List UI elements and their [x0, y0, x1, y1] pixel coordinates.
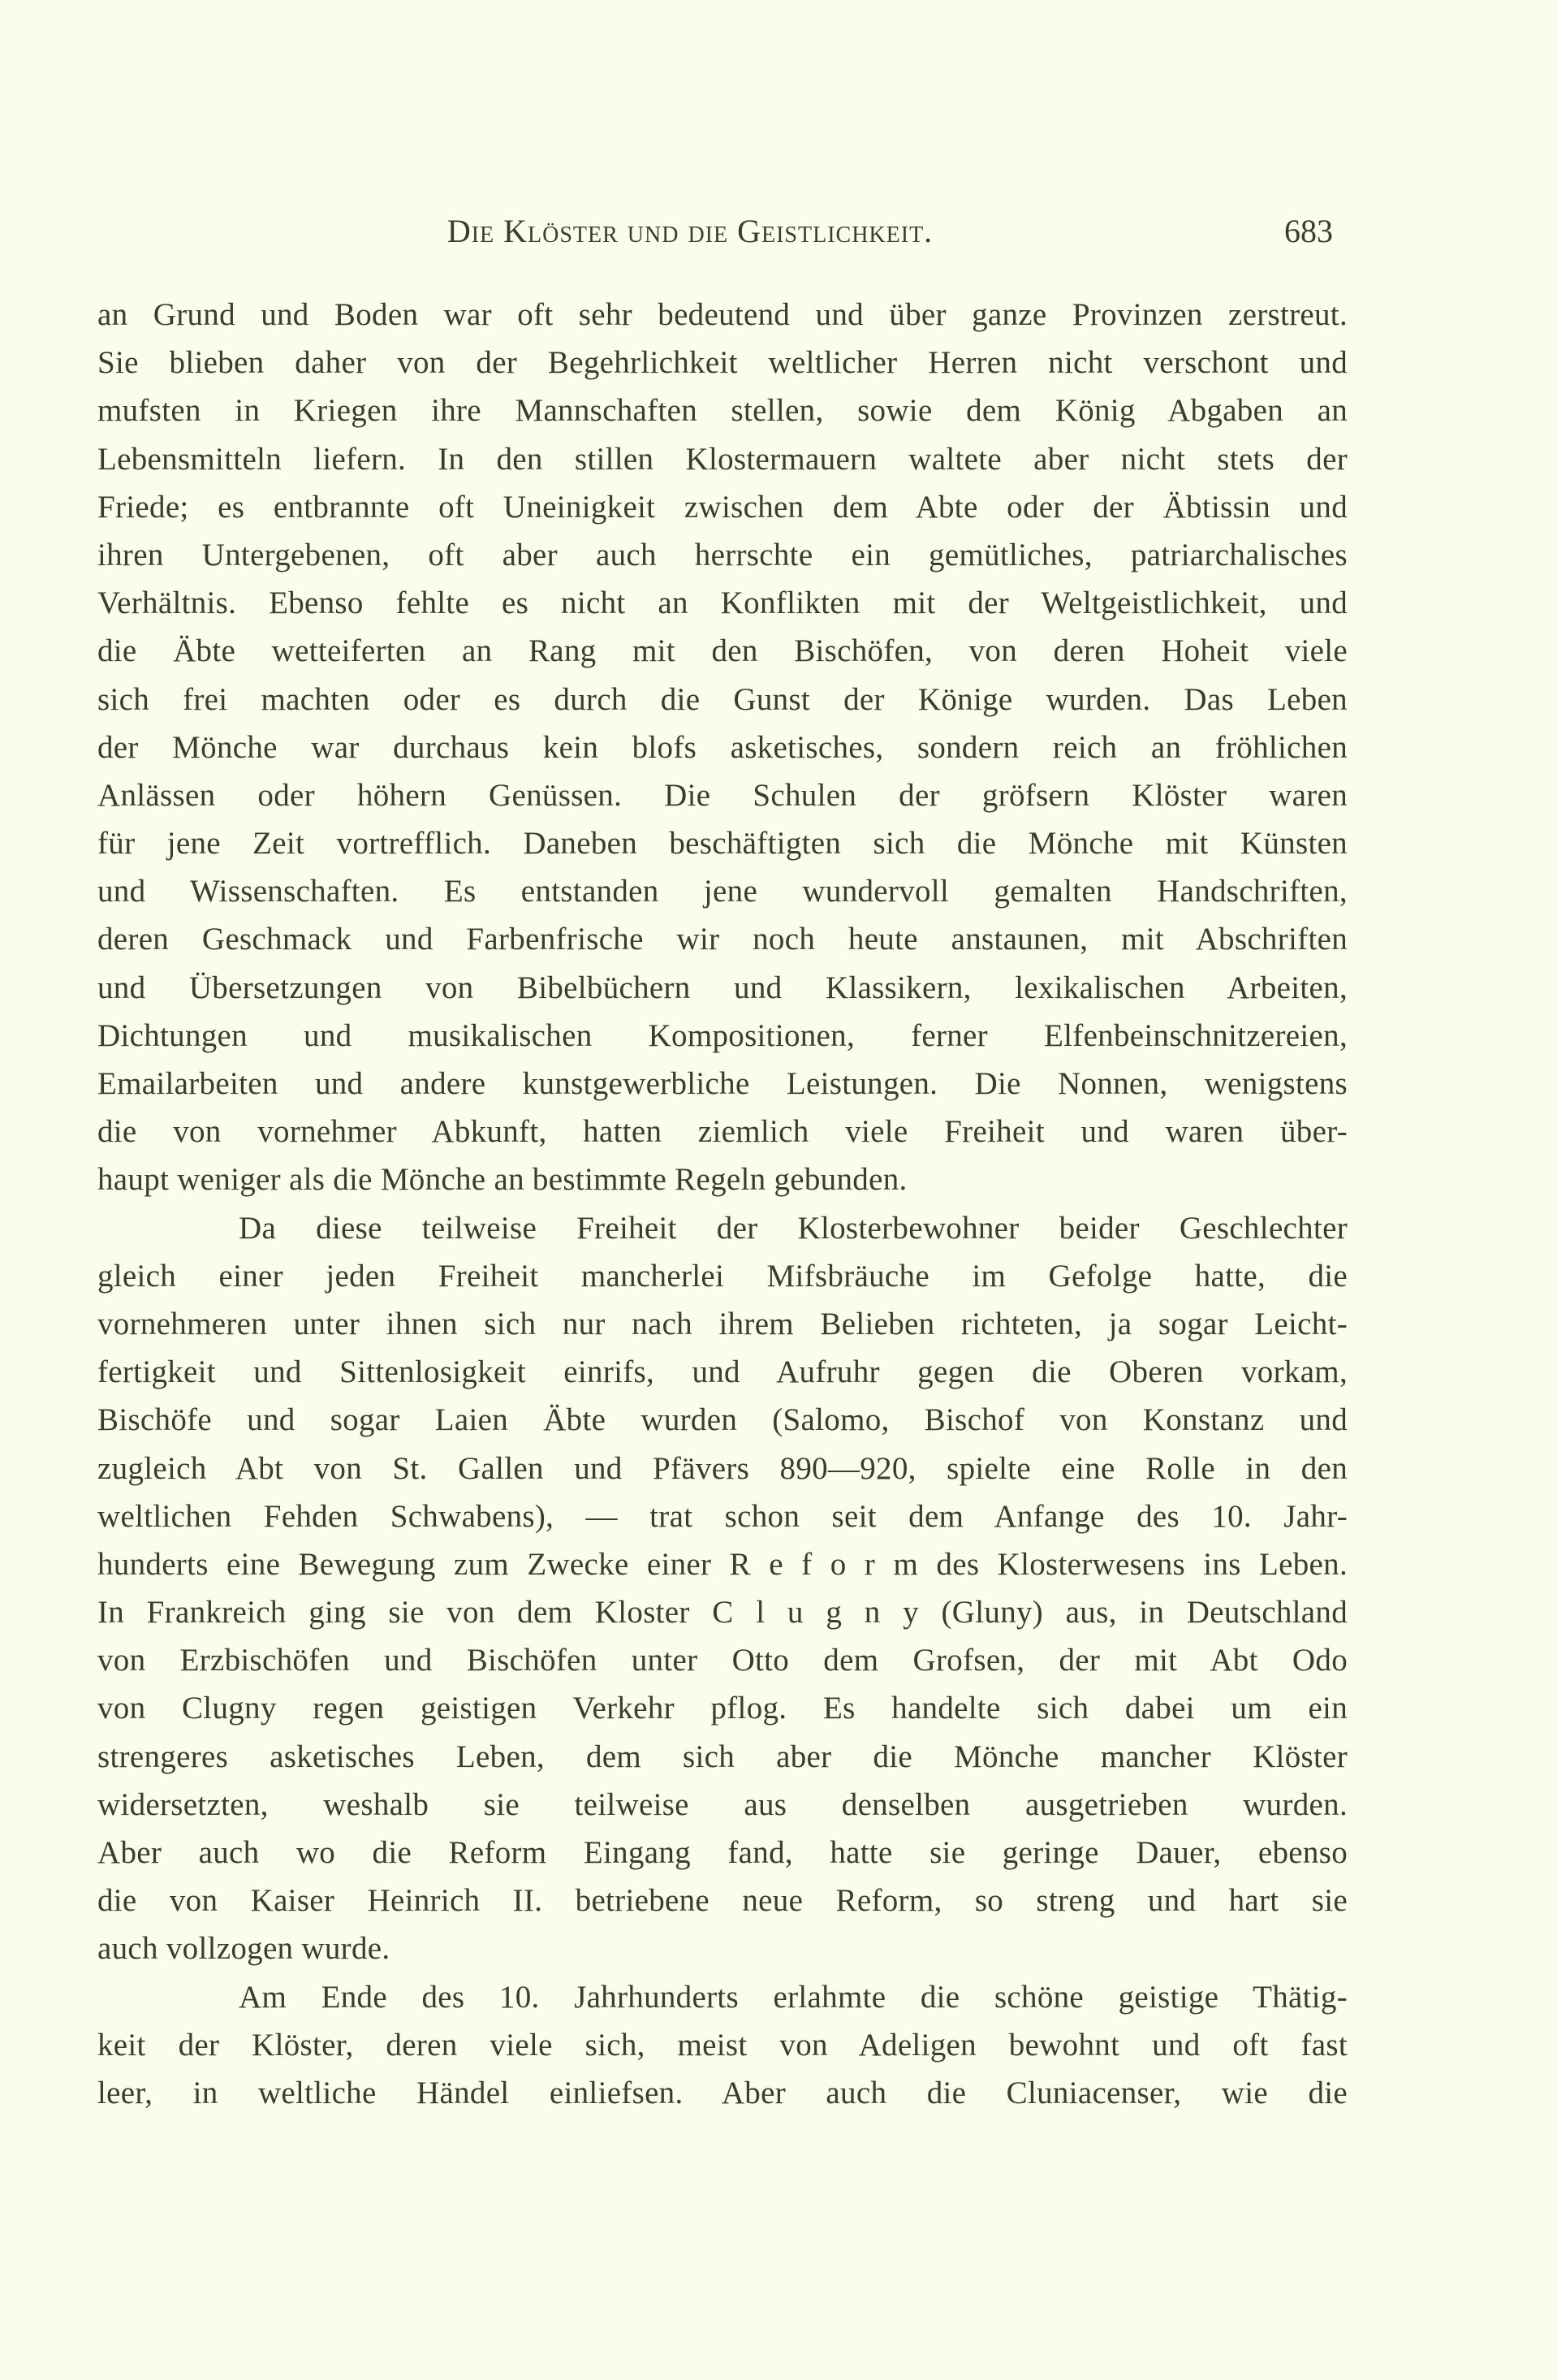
text-line: an Grund und Boden war oft sehr bedeutend und über ganze Provinzen zerstreut.: [97, 297, 1348, 332]
text-line: Verhältnis. Ebenso fehlte es nicht an Konflikten mit der Weltgeistlichkeit, und: [97, 585, 1348, 621]
text-line: Emailarbeiten und andere kunstgewerbliche Leistungen. Die Nonnen, wenigstens: [97, 1066, 1348, 1101]
text-line: zugleich Abt von St. Gallen und Pfävers 890—920, spielte eine Rolle in den: [97, 1450, 1348, 1486]
text-line: Lebensmitteln liefern. In den stillen Klostermauern waltete aber nicht stets der: [97, 441, 1348, 477]
body-text: [97, 291, 1348, 2117]
text-line: haupt weniger als die Mönche an bestimmte Regeln gebunden.: [97, 1162, 908, 1198]
text-line: keit der Klöster, deren viele sich, meist von Adeligen bewohnt und oft fast: [97, 2027, 1348, 2063]
running-title: Die Klöster und die Geistlichkeit.: [446, 213, 934, 249]
text-line: widersetzten, weshalb sie teilweise aus denselben ausgetrieben wurden.: [97, 1786, 1348, 1822]
text-line: Da diese teilweise Freiheit der Klosterbewohner beider Geschlechter: [239, 1210, 1348, 1246]
text-line: hunderts eine Bewegung zum Zwecke einer R e f o r m des Klosterwesens ins Leben.: [97, 1546, 1348, 1582]
text-line: von Clugny regen geistigen Verkehr pflog. Es handelte sich dabei um ein: [97, 1691, 1348, 1726]
text-line: fertigkeit und Sittenlosigkeit einrifs, und Aufruhr gegen die Oberen vorkam,: [97, 1354, 1348, 1390]
text-line: von Erzbischöfen und Bischöfen unter Otto dem Grofsen, der mit Abt Odo: [97, 1643, 1348, 1678]
text-line: vornehmeren unter ihnen sich nur nach ihrem Belieben richteten, ja sogar Leicht-: [97, 1306, 1348, 1341]
text-line: der Mönche war durchaus kein blofs asketisches, sondern reich an fröhlichen: [97, 729, 1348, 765]
text-line: sich frei machten oder es durch die Gunst der Könige wurden. Das Leben: [97, 681, 1348, 717]
text-line: Sie blieben daher von der Begehrlichkeit weltlicher Herren nicht verschont und: [97, 345, 1348, 381]
paragraph: [97, 1973, 1348, 2118]
text-line: Bischöfe und sogar Laien Äbte wurden (Salomo, Bischof von Konstanz und: [97, 1402, 1348, 1438]
paragraph: [97, 1204, 1348, 1973]
text-line: die von Kaiser Heinrich II. betriebene neue Reform, so streng und hart sie: [97, 1883, 1348, 1919]
running-header: [97, 209, 1348, 253]
text-line: Friede; es entbrannte oft Uneinigkeit zwischen dem Abte oder der Äbtissin und: [97, 489, 1348, 525]
text-line: deren Geschmack und Farbenfrische wir noch heute anstaunen, mit Abschriften: [97, 922, 1348, 957]
text-line: für jene Zeit vortrefflich. Daneben beschäftigten sich die Mönche mit Künsten: [97, 826, 1348, 862]
text-line: ihren Untergebenen, oft aber auch herrschte ein gemütliches, patriarchalisches: [97, 537, 1348, 572]
text-line: Dichtungen und musikalischen Kompositionen, ferner Elfenbeinschnitzereien,: [97, 1017, 1348, 1053]
text-line: Aber auch wo die Reform Eingang fand, hatte sie geringe Dauer, ebenso: [97, 1835, 1348, 1870]
text-line: mufsten in Kriegen ihre Mannschaften stellen, sowie dem König Abgaben an: [97, 393, 1348, 429]
text-line: Anlässen oder höhern Genüssen. Die Schulen der gröfsern Klöster waren: [97, 777, 1348, 813]
text-line: auch vollzogen wurde.: [97, 1931, 390, 1967]
page-number: 683: [1284, 213, 1333, 249]
text-line: gleich einer jeden Freiheit mancherlei Mifsbräuche im Gefolge hatte, die: [97, 1258, 1348, 1294]
text-line: Am Ende des 10. Jahrhunderts erlahmte die schöne geistige Thätig-: [239, 1979, 1348, 2015]
text-line: strengeres asketisches Leben, dem sich aber die Mönche mancher Klöster: [97, 1739, 1348, 1774]
text-line: weltlichen Fehden Schwabens), — trat schon seit dem Anfange des 10. Jahr-: [97, 1498, 1348, 1534]
text-line: die von vornehmer Abkunft, hatten ziemlich viele Freiheit und waren über-: [97, 1114, 1348, 1150]
paragraph: [97, 291, 1348, 1204]
text-line: und Wissenschaften. Es entstanden jene wundervoll gemalten Handschriften,: [97, 874, 1348, 909]
text-line: und Übersetzungen von Bibelbüchern und Klassikern, lexikalischen Arbeiten,: [97, 970, 1348, 1005]
text-line: In Frankreich ging sie von dem Kloster C l u g n y (Gluny) aus, in Deutschland: [97, 1595, 1348, 1631]
text-line: die Äbte wetteiferten an Rang mit den Bischöfen, von deren Hoheit viele: [97, 633, 1348, 669]
text-line: leer, in weltliche Händel einliefsen. Aber auch die Cluniacenser, wie die: [97, 2075, 1348, 2110]
